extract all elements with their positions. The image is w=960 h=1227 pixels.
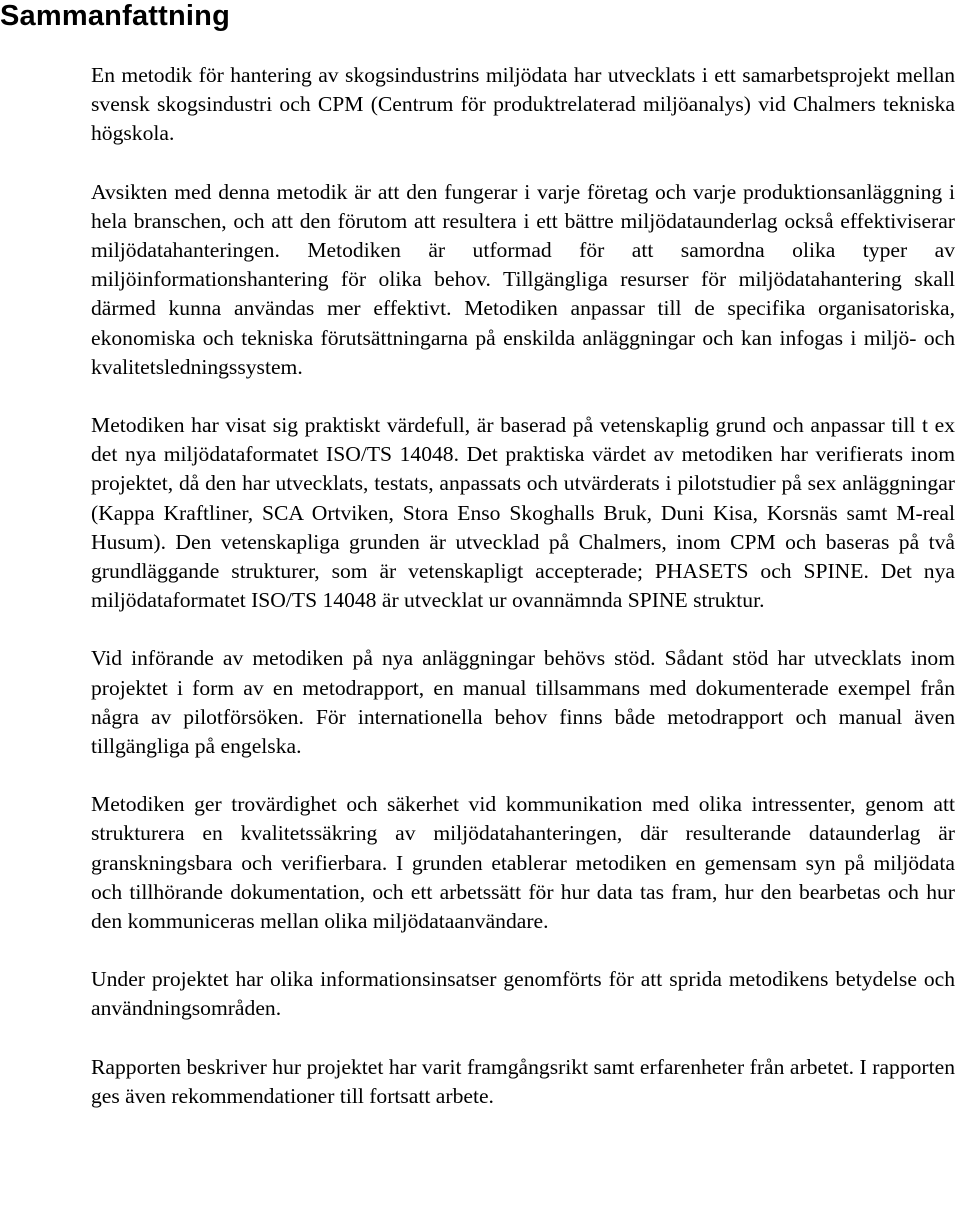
summary-body: [91, 61, 955, 1111]
paragraph-credibility: Metodiken ger trovärdighet och säkerhet vid kommunikation med olika intressenter, genom att strukturera en kvalitetssäkring av miljödatahanteringen, där resulterande dataunderlag är granskningsbara och verifierbara. I grunden etablerar metodiken en gemensam syn på miljödata och tillhörande dokumentation, och ett arbetssätt för hur data tas fram, hur den bearbetas och hur den kommuniceras mellan olika miljödataanvändare.: [91, 792, 955, 934]
paragraph-intro: En metodik för hantering av skogsindustrins miljödata har utvecklats i ett samarbetsprojekt mellan svensk skogsindustri och CPM (Centrum för produktrelaterad miljöanalys) vid Chalmers tekniska högskola.: [91, 63, 955, 146]
paragraph-information: Under projektet har olika informationsinsatser genomförts för att sprida metodikens betydelse och användningsområden.: [91, 967, 955, 1021]
paragraph-value: Metodiken har visat sig praktiskt värdefull, är baserad på vetenskaplig grund och anpassar till t ex det nya miljödataformatet ISO/TS 14048. Det praktiska värdet av metodiken har verifierats inom projektet, då den har utvecklats, testats, anpassats och utvärderats i pilotstudier på sex anläggningar (Kappa Kraftliner, SCA Ortviken, Stora Enso Skoghalls Bruk, Duni Kisa, Korsnäs samt M-real Husum). Den vetenskapliga grunden är utvecklad på Chalmers, inom CPM och baseras på två grundläggande strukturer, som är vetenskapligt accepterade; PHASETS och SPINE. Det nya miljödataformatet ISO/TS 14048 är utvecklat ur ovannämnda SPINE struktur.: [91, 413, 955, 613]
paragraph-support: Vid införande av metodiken på nya anläggningar behövs stöd. Sådant stöd har utvecklats inom projektet i form av en metodrapport, en manual tillsammans med dokumenterade exempel från några av pilotförsöken. För internationella behov finns både metodrapport och manual även tillgängliga på engelska.: [91, 646, 955, 759]
section-heading: Sammanfattning: [0, 0, 230, 32]
paragraph-report: Rapporten beskriver hur projektet har varit framgångsrikt samt erfarenheter från arbetet. I rapporten ges även rekommendationer till fortsatt arbete.: [91, 1054, 955, 1108]
paragraph-purpose: Avsikten med denna metodik är att den fungerar i varje företag och varje produktionsanläggning i hela branschen, och att den förutom att resultera i ett bättre miljödataunderlag också effektiviserar miljödatahanteringen. Metodiken är utformad för att samordna olika typer av miljöinformationshantering för olika behov. Tillgängliga resurser för miljödatahantering skall därmed kunna användas mer effektivt. Metodiken anpassar till de specifika organisatoriska, ekonomiska och tekniska förutsättningarna på enskilda anläggningar och kan infogas i miljö- och kvalitetsledningssystem.: [91, 179, 955, 379]
